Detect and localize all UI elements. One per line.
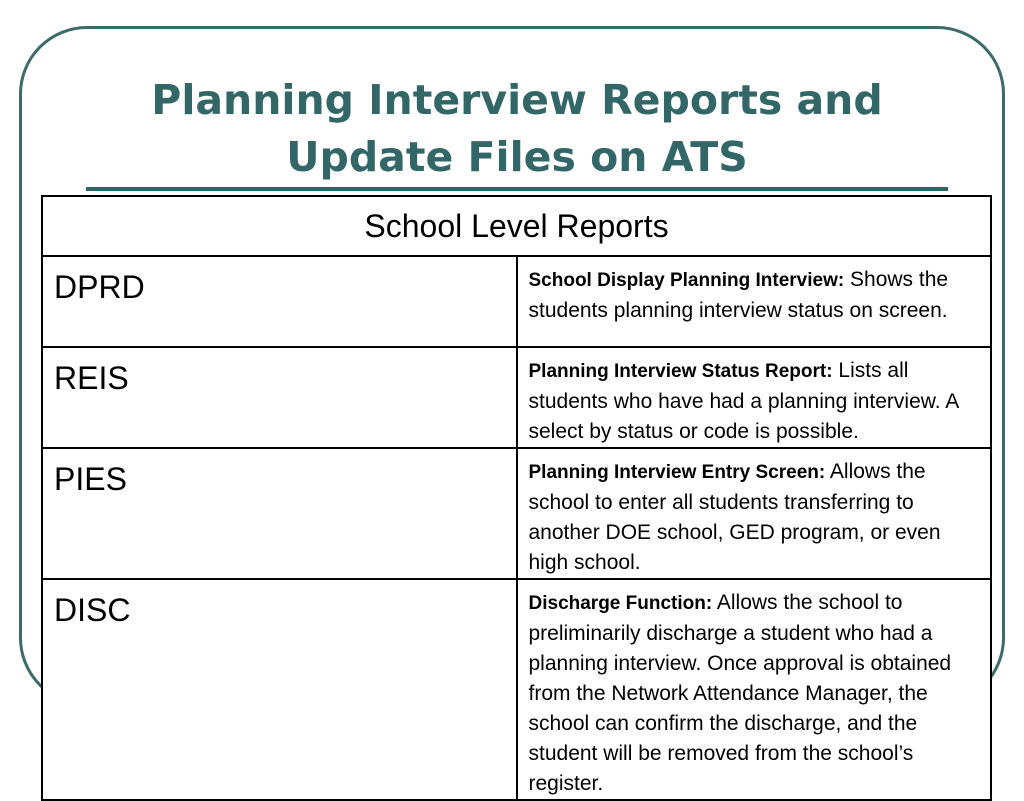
report-code: DPRD xyxy=(42,256,517,347)
report-description: Allows the school to preliminarily discharge a student who had a planning interview. Once approval is obtained from the Network Attendance Manager, the school can confirm the discharge, and the student will be removed from the school’s register. xyxy=(528,591,952,795)
title-line-2: Update Files on ATS xyxy=(286,133,748,181)
report-name: School Display Planning Interview: xyxy=(528,270,845,291)
table-row xyxy=(42,448,991,579)
report-description-cell xyxy=(517,579,992,800)
title-line-1: Planning Interview Reports and xyxy=(151,76,883,124)
table-row xyxy=(42,256,991,347)
table-header: School Level Reports xyxy=(42,196,991,256)
report-code: REIS xyxy=(42,347,517,448)
report-description: Lists all students who have had a planning interview. A select by status or code is possible. xyxy=(528,359,959,443)
report-description: Allows the school to enter all students transferring to another DOE school, GED program, or even high school. xyxy=(528,460,941,574)
report-name: Planning Interview Entry Screen: xyxy=(528,462,826,483)
report-code: DISC xyxy=(42,579,517,800)
table-header-row xyxy=(42,196,991,256)
report-description-cell xyxy=(517,256,992,347)
report-description-cell xyxy=(517,448,992,579)
table-row xyxy=(42,347,991,448)
report-name: Discharge Function: xyxy=(528,593,713,614)
report-name: Planning Interview Status Report: xyxy=(528,361,833,382)
slide-title xyxy=(60,72,974,186)
table-row xyxy=(42,579,991,800)
title-underline xyxy=(86,187,948,191)
report-code: PIES xyxy=(42,448,517,579)
reports-table xyxy=(41,195,992,801)
report-description: Shows the students planning interview status on screen. xyxy=(528,268,949,322)
report-description-cell xyxy=(517,347,992,448)
